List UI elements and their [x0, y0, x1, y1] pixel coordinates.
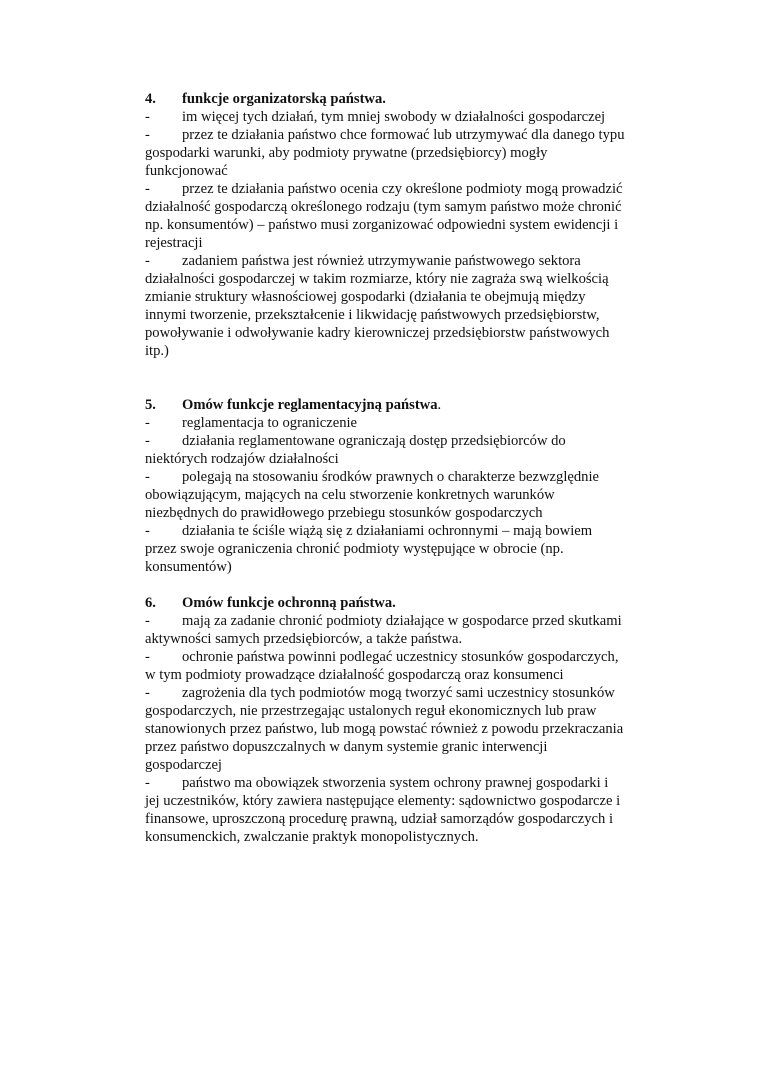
section-number: 4.	[145, 91, 156, 107]
bullet-dash: -	[145, 649, 150, 665]
bullet-dash: -	[145, 433, 150, 449]
document-body	[145, 90, 625, 846]
section-6	[145, 594, 625, 846]
bullet-dash: -	[145, 181, 150, 197]
section-4	[145, 90, 625, 360]
section-title-tail: .	[437, 397, 442, 413]
bullet-dash: -	[145, 685, 150, 701]
section-heading	[145, 90, 625, 108]
list-item	[145, 522, 625, 576]
bullet-dash: -	[145, 775, 150, 791]
list-item	[145, 648, 625, 684]
section-number: 5.	[145, 397, 156, 413]
list-item-text: im więcej tych działań, tym mniej swobody w działalności gospodarczej	[182, 109, 606, 125]
list-item	[145, 252, 625, 360]
bullet-dash: -	[145, 415, 150, 431]
list-item	[145, 180, 625, 252]
list-item	[145, 774, 625, 846]
bullet-dash: -	[145, 253, 150, 269]
bullet-dash: -	[145, 127, 150, 143]
list-item	[145, 414, 625, 432]
list-item-text: ochronie państwa powinni podlegać uczestnicy stosunków gospodarczych, w tym podmioty prowadzące działalność gospodarczą oraz konsumenci	[145, 649, 619, 683]
list-item-text: zadaniem państwa jest również utrzymywanie państwowego sektora działalności gospodarczej w takim rozmiarze, który nie zagraża swą wielkością zmianie struktury własnościowej gospodarki (działania te obejmują między innymi tworzenie, przekształcenie i likwidację państwowych przedsiębiorstw, powoływanie i odwoływanie kadry kierowniczej przedsiębiorstw państwowych itp.)	[145, 253, 610, 359]
list-item-text: działania reglamentowane ograniczają dostęp przedsiębiorców do niektórych rodzajów działalności	[145, 433, 566, 467]
bullet-dash: -	[145, 469, 150, 485]
bullet-dash: -	[145, 523, 150, 539]
list-item	[145, 432, 625, 468]
bullet-dash: -	[145, 613, 150, 629]
list-item	[145, 612, 625, 648]
list-item-text: przez te działania państwo ocenia czy określone podmioty mogą prowadzić działalność gospodarczą określonego rodzaju (tym samym państwo może chronić np. konsumentów) – państwo musi zorganizować odpowiedni system ewidencji i rejestracji	[145, 181, 623, 251]
list-item	[145, 108, 625, 126]
section-heading	[145, 594, 625, 612]
bullet-dash: -	[145, 109, 150, 125]
list-item-text: polegają na stosowaniu środków prawnych o charakterze bezwzględnie obowiązującym, mających na celu stworzenie konkretnych warunków niezbędnych do prawidłowego przebiegu stosunków gospodarczych	[145, 469, 599, 521]
section-number: 6.	[145, 595, 156, 611]
list-item-text: państwo ma obowiązek stworzenia system ochrony prawnej gospodarki i jej uczestników, który zawiera następujące elementy: sądownictwo gospodarcze i finansowe, uproszczoną procedurę prawną, udział samorządów gospodarczych i konsumenckich, zwalczanie praktyk monopolistycznych.	[145, 775, 621, 845]
list-item-text: przez te działania państwo chce formować lub utrzymywać dla danego typu gospodarki warunki, aby podmioty prywatne (przedsiębiorcy) mogły funkcjonować	[145, 127, 625, 179]
list-item	[145, 468, 625, 522]
section-title: funkcje organizatorską państwa.	[182, 91, 386, 107]
list-item-text: zagrożenia dla tych podmiotów mogą tworzyć sami uczestnicy stosunków gospodarczych, nie przestrzegając ustalonych reguł ekonomicznych lub praw stanowionych przez państwo, lub mogą powstać również z powodu przekraczania przez państwo dopuszczalnych w danym systemie granic interwencji gospodarczej	[145, 685, 624, 773]
list-item	[145, 126, 625, 180]
list-item-text: mają za zadanie chronić podmioty działające w gospodarce przed skutkami aktywności samych przedsiębiorców, a także państwa.	[145, 613, 622, 647]
section-heading	[145, 396, 625, 414]
list-item	[145, 684, 625, 774]
section-title: Omów funkcje ochronną państwa.	[182, 595, 396, 611]
list-item-text: reglamentacja to ograniczenie	[182, 415, 358, 431]
list-item-text: działania te ściśle wiążą się z działaniami ochronnymi – mają bowiem przez swoje ograniczenia chronić podmioty występujące w obrocie (np. konsumentów)	[145, 523, 593, 575]
section-title: Omów funkcje reglamentacyjną państwa	[182, 397, 438, 413]
section-5	[145, 396, 625, 576]
